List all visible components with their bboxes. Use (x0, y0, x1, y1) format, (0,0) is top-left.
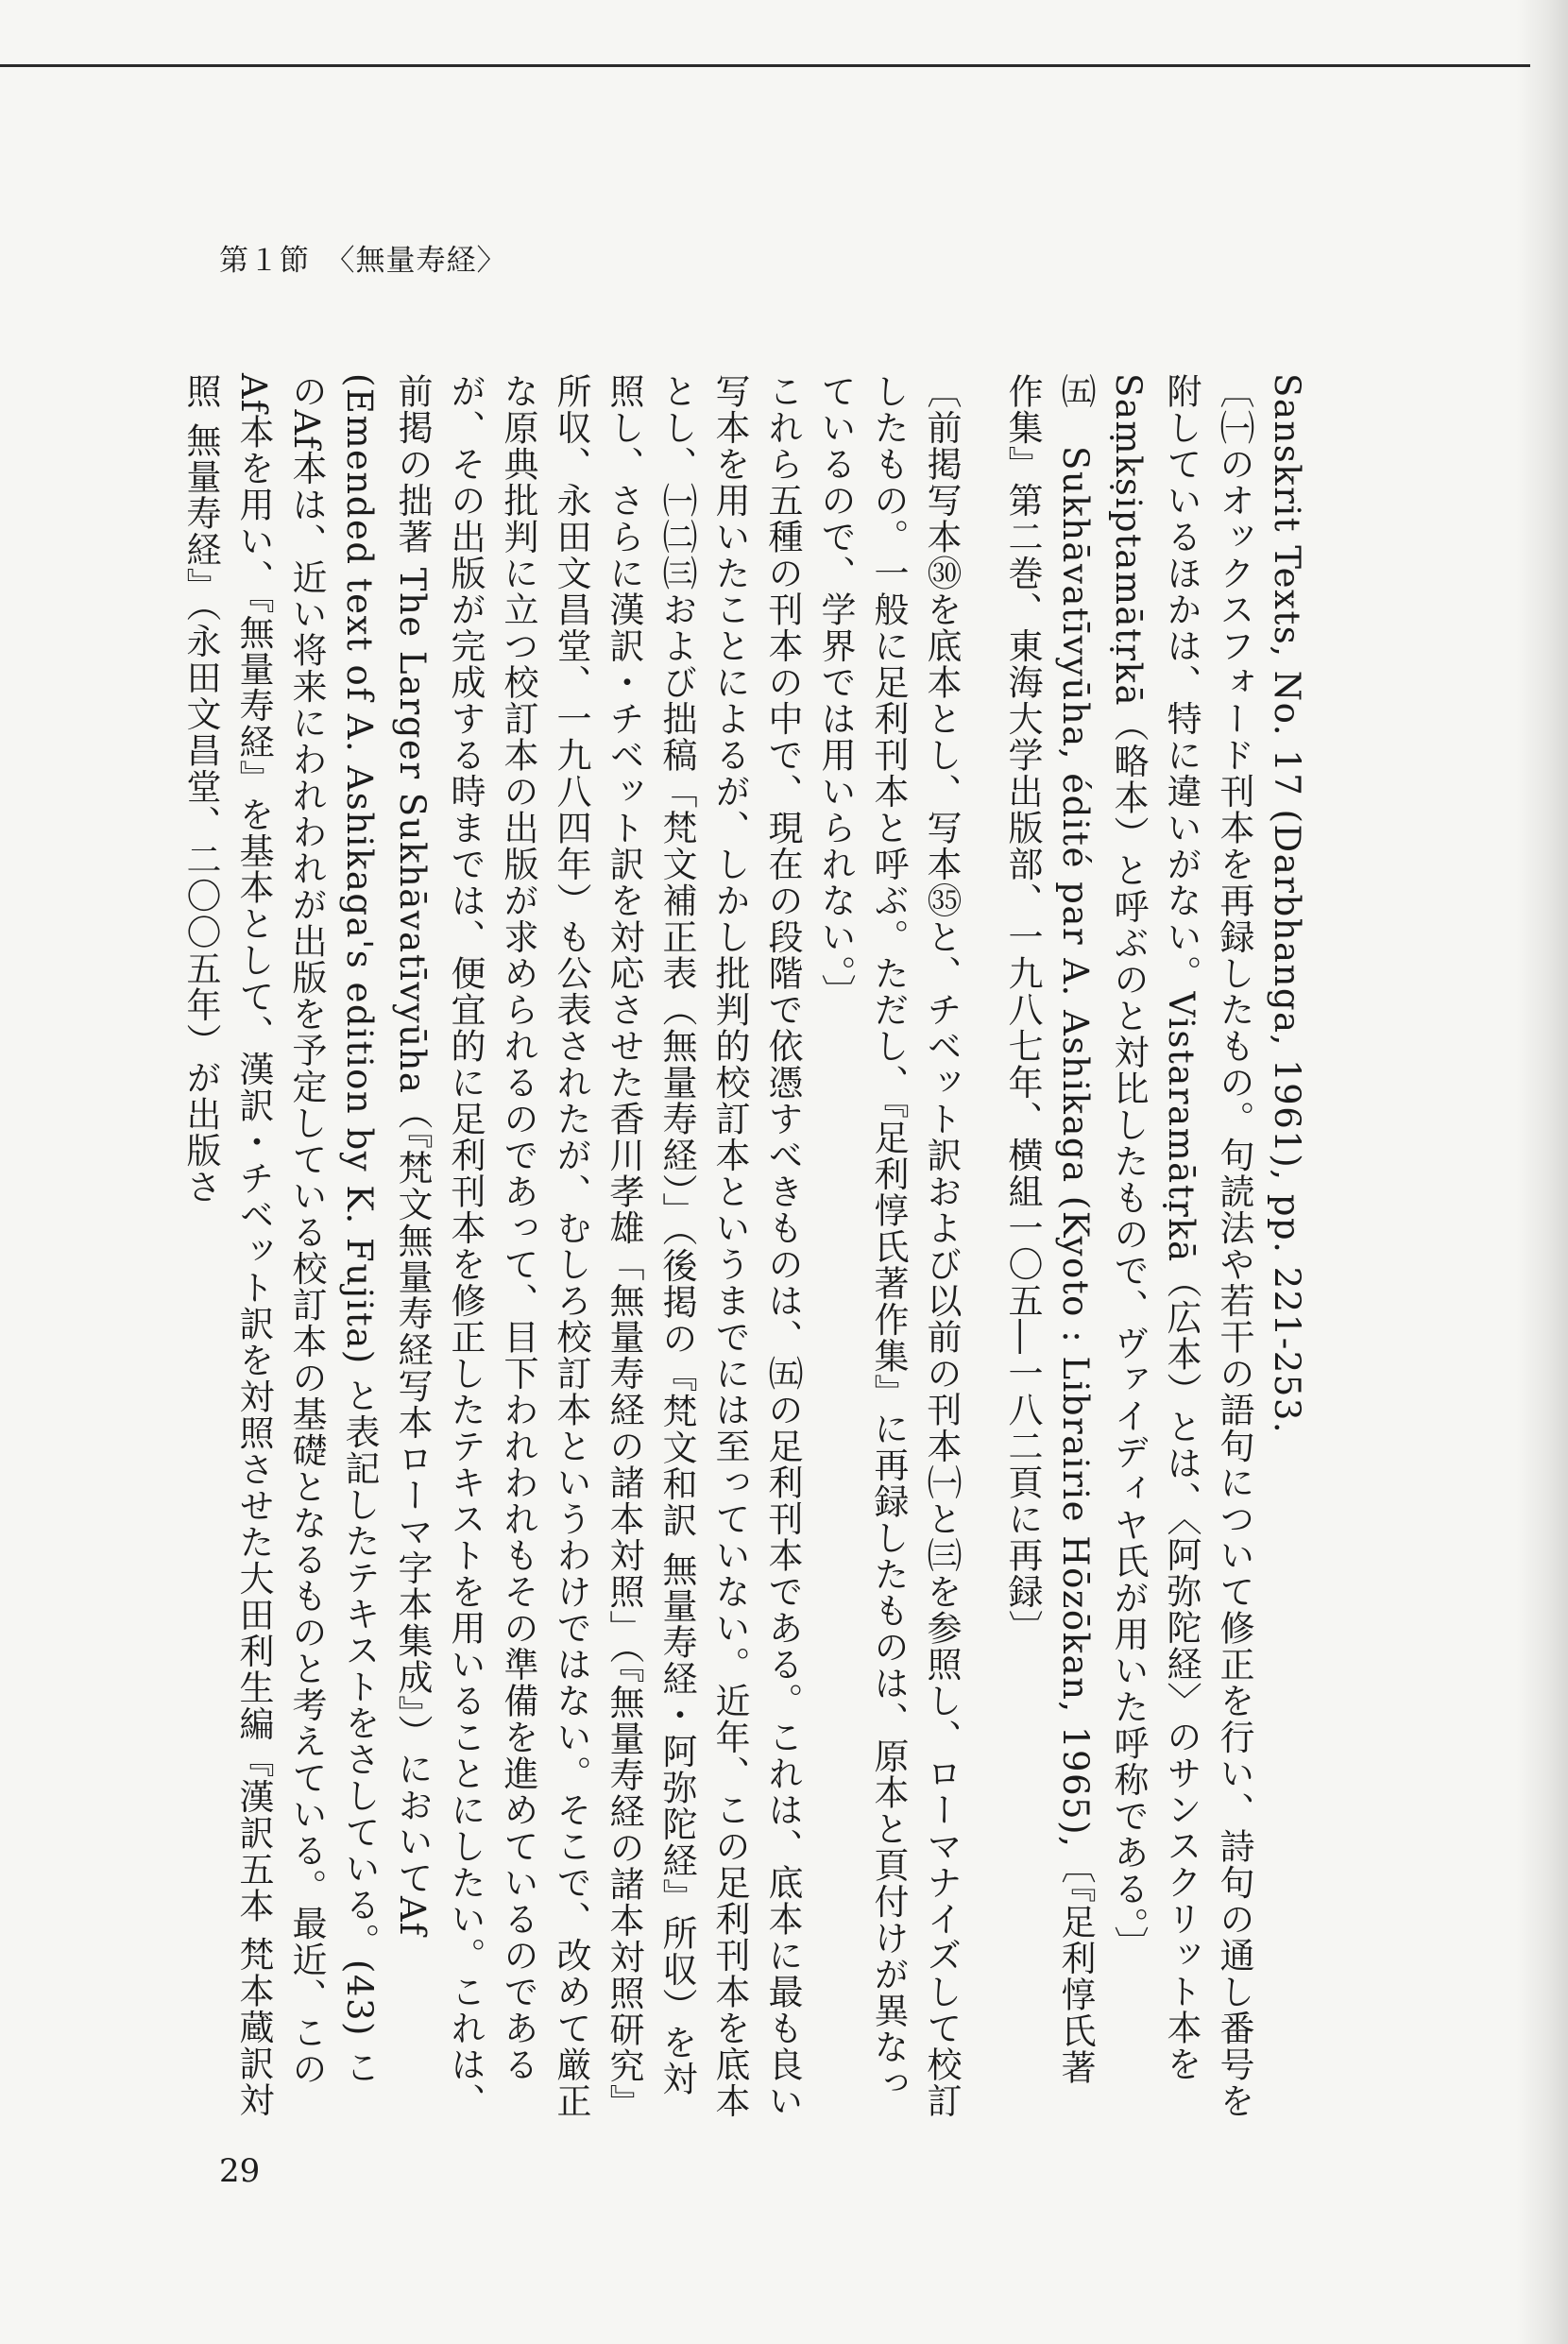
paragraph-citation-line: Sanskrit Texts, No. 17 (Darbhanga, 1961), pp. 221-253. (1267, 373, 1307, 1435)
section-header: 第１節 〈無量寿経〉 (219, 244, 507, 278)
paragraph-edition-5: ㈤ Sukhāvatīvyūha, édité par A. Ashikaga (Kyoto : Librairie Hōzōkan, 1965),〔『足利惇氏著作集』第二巻、東海大学出版部、一九八七年、横組一〇五―一八二頁に再録〕 (1002, 373, 1096, 2086)
paragraph-edition-5-note: 〔前掲写本㉚を底本とし、写本㉟と、チベット訳および以前の刊本㈠と㈢を参照し、ローマナイズして校訂したもの。一般に足利刊本と呼ぶ。ただし、『足利惇氏著作集』に再録したものは、原本と頁付けが異なっているので、学界では用いられない。〕 (815, 373, 962, 2119)
vertical-body-text (180, 373, 1313, 2121)
top-rule (0, 64, 1530, 67)
paragraph-vaidya-note: 〔㈠のオックスフォード刊本を再録したもの。句読法や若干の語句について修正を行い、詩句の通し番号を附しているほかは、特に違いがない。Vistaramātṛkā（広本）とは、〈阿弥陀経〉のサンスクリット本をSaṃkṣiptamātṛkā（略本）と呼ぶのと対比したもので、ヴァイディヤ氏が用いた呼称である。〕 (1108, 373, 1254, 2119)
paragraph-discussion: これら五種の刊本の中で、現在の段階で依憑すべきものは、㈤の足利刊本である。これは、底本に最も良い写本を用いたことによるが、しかし批判的校訂本というまでには至っていない。近年、この足利刊本を底本とし、㈠㈡㈢および拙稿「梵文補正表（無量寿経）」（後掲の『梵文和訳 無量寿経・阿弥陀経』所収）を対照し、さらに漢訳・チベット訳を対応させた香川孝雄「無量寿経の諸本対照」（『無量寿経の諸本対照研究』所収、永田文昌堂、一九八四年）も公表されたが、むしろ校訂本というわけではない。そこで、改めて厳正な原典批判に立つ校訂本の出版が求められるのであって、目下われわれもその準備を進めているのであるが、その出版が完成する時までは、便宜的に足利刊本を修正したテキストを用いることにしたい。これは、前掲の拙著 The Larger Sukhāvatīvyūha（『梵文無量寿経写本ローマ字本集成』）においてAf (Emended text of A. Ashikaga's edition by K. Fujita) と表記したテキストをさしている。(43) このAf本は、近い将来にわれわれが出版を予定している校訂本の基礎となるものと考えている。最近、このAf本を用い、『無量寿経』を基本として、漢訳・チベット訳を対照させた大田利生編『漢訳五本 梵本蔵訳対照 無量寿経』（永田文昌堂、二〇〇五年）が出版さ (180, 373, 803, 2121)
page-number: 29 (219, 2152, 261, 2190)
scan-shadow (1516, 0, 1568, 2344)
